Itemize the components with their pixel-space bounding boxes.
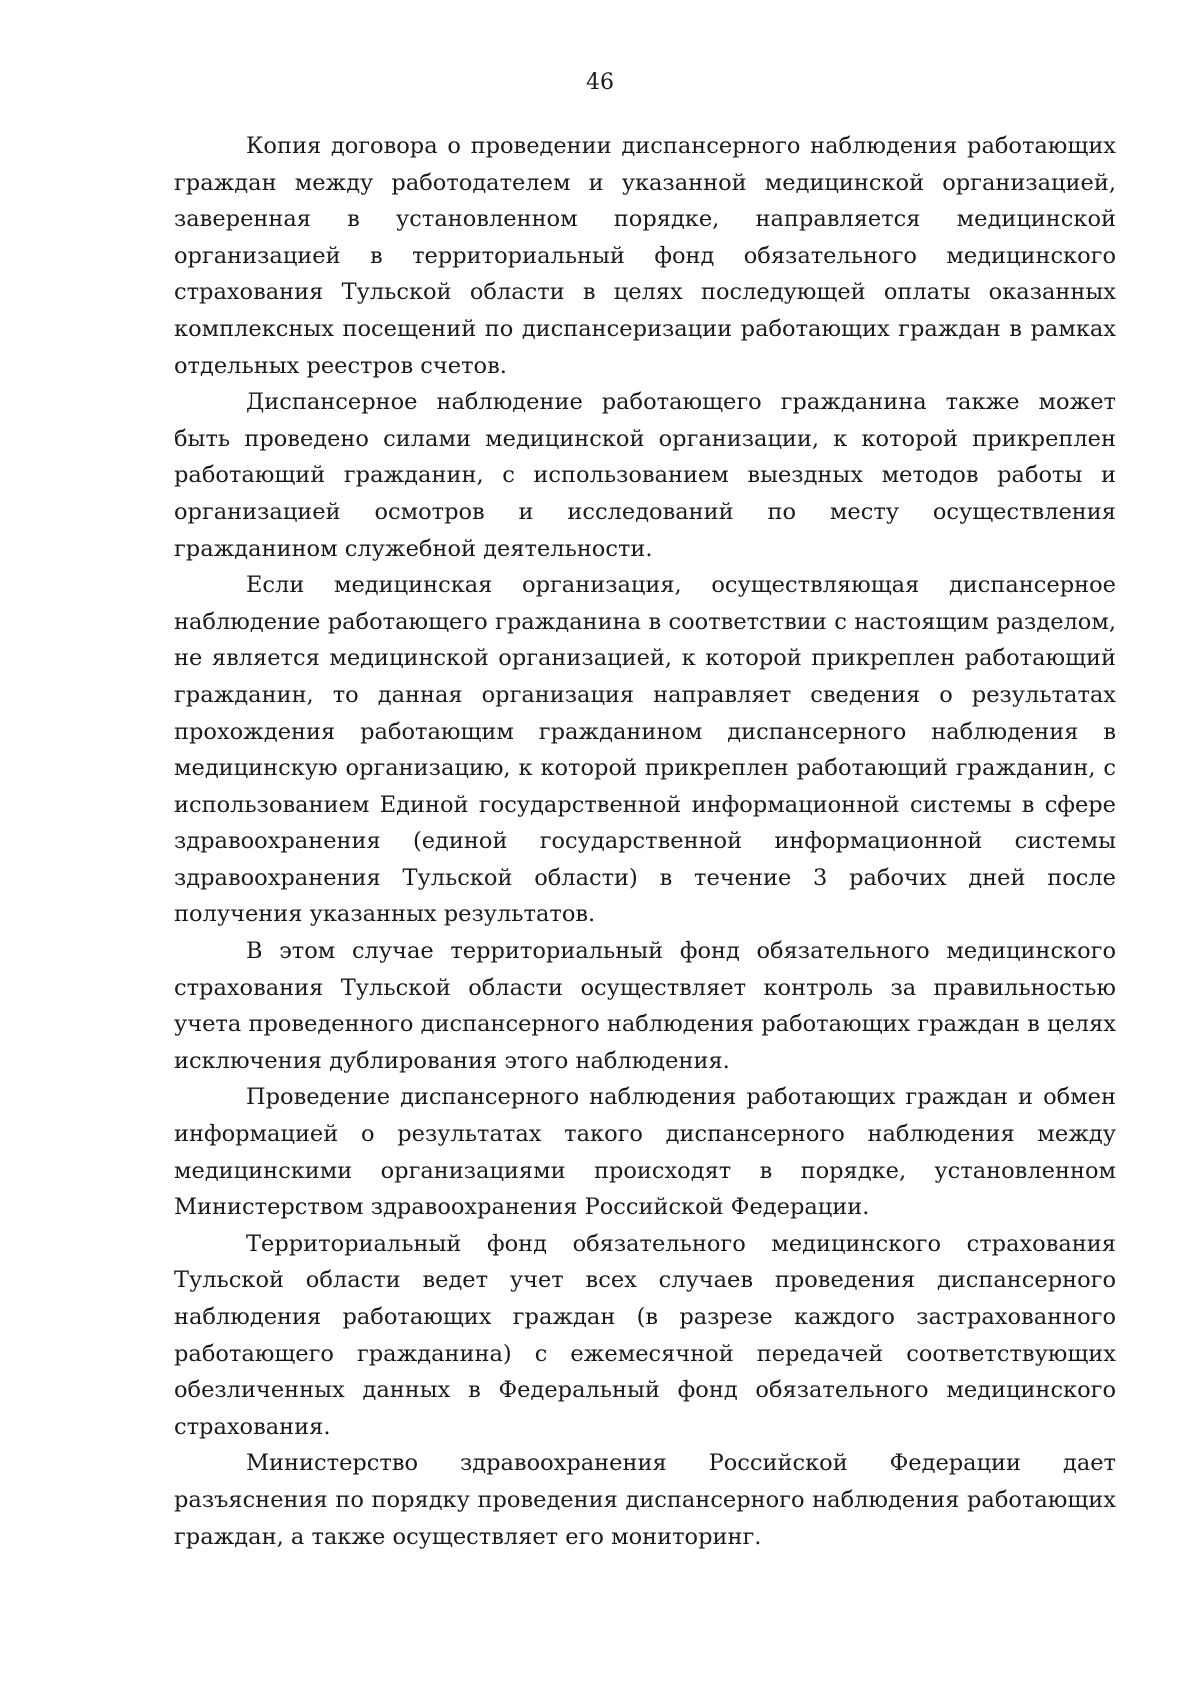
paragraph-ministry-monitoring: Министерство здравоохранения Российской Федерации дает разъяснения по порядку проведения диспансерного наблюдения работающих граждан, а также осуществляет его мониторинг. — [174, 1450, 1116, 1550]
paragraph-information-exchange: Проведение диспансерного наблюдения работающих граждан и обмен информацией о результатах такого диспансерного наблюдения между медицинскими организациями происходят в порядке, установленном Министерством здравоохранения Российской Федерации. — [174, 1084, 1116, 1221]
paragraph-observation-by-attached-org: Диспансерное наблюдение работающего гражданина также может быть проведено силами медицинской организации, к которой прикреплен работающий гражданин, с использованием выездных методов работы и организацией осмотров и исследований по месту осуществления гражданином служебной деятельности. — [174, 389, 1116, 562]
document-body — [174, 128, 1116, 1555]
paragraph-fund-control: В этом случае территориальный фонд обязательного медицинского страхования Тульской области осуществляет контроль за правильностью учета проведенного диспансерного наблюдения работающих граждан в целях исключения дублирования этого наблюдения. — [174, 938, 1116, 1074]
paragraph-contract-copy: Копия договора о проведении диспансерного наблюдения работающих граждан между работодателем и указанной медицинской организацией, заверенная в установленном порядке, направляется медицинской организацией в территориальный фонд обязательного медицинского страхования Тульской области в целях последующей оплаты оказанных комплексных посещений по диспансеризации работающих граждан в рамках отдельных реестров счетов. — [174, 133, 1116, 379]
paragraph-results-transfer: Если медицинская организация, осуществляющая диспансерное наблюдение работающего гражданина в соответствии с настоящим разделом, не является медицинской организацией, к которой прикреплен работающий гражданин, то данная организация направляет сведения о результатах прохождения работающим гражданином диспансерного наблюдения в медицинскую организацию, к которой прикреплен работающий гражданин, с использованием Единой государственной информационной системы в сфере здравоохранения (единой государственной информационной системы здравоохранения Тульской области) в течение 3 рабочих дней после получения указанных результатов. — [174, 572, 1116, 928]
paragraph-fund-accounting: Территориальный фонд обязательного медицинского страхования Тульской области ведет учет всех случаев проведения диспансерного наблюдения работающих граждан (в разрезе каждого застрахованного работающего гражданина) с ежемесячной передачей соответствующих обезличенных данных в Федеральный фонд обязательного медицинского страхования. — [174, 1230, 1116, 1440]
page-number: 46 — [586, 70, 614, 95]
